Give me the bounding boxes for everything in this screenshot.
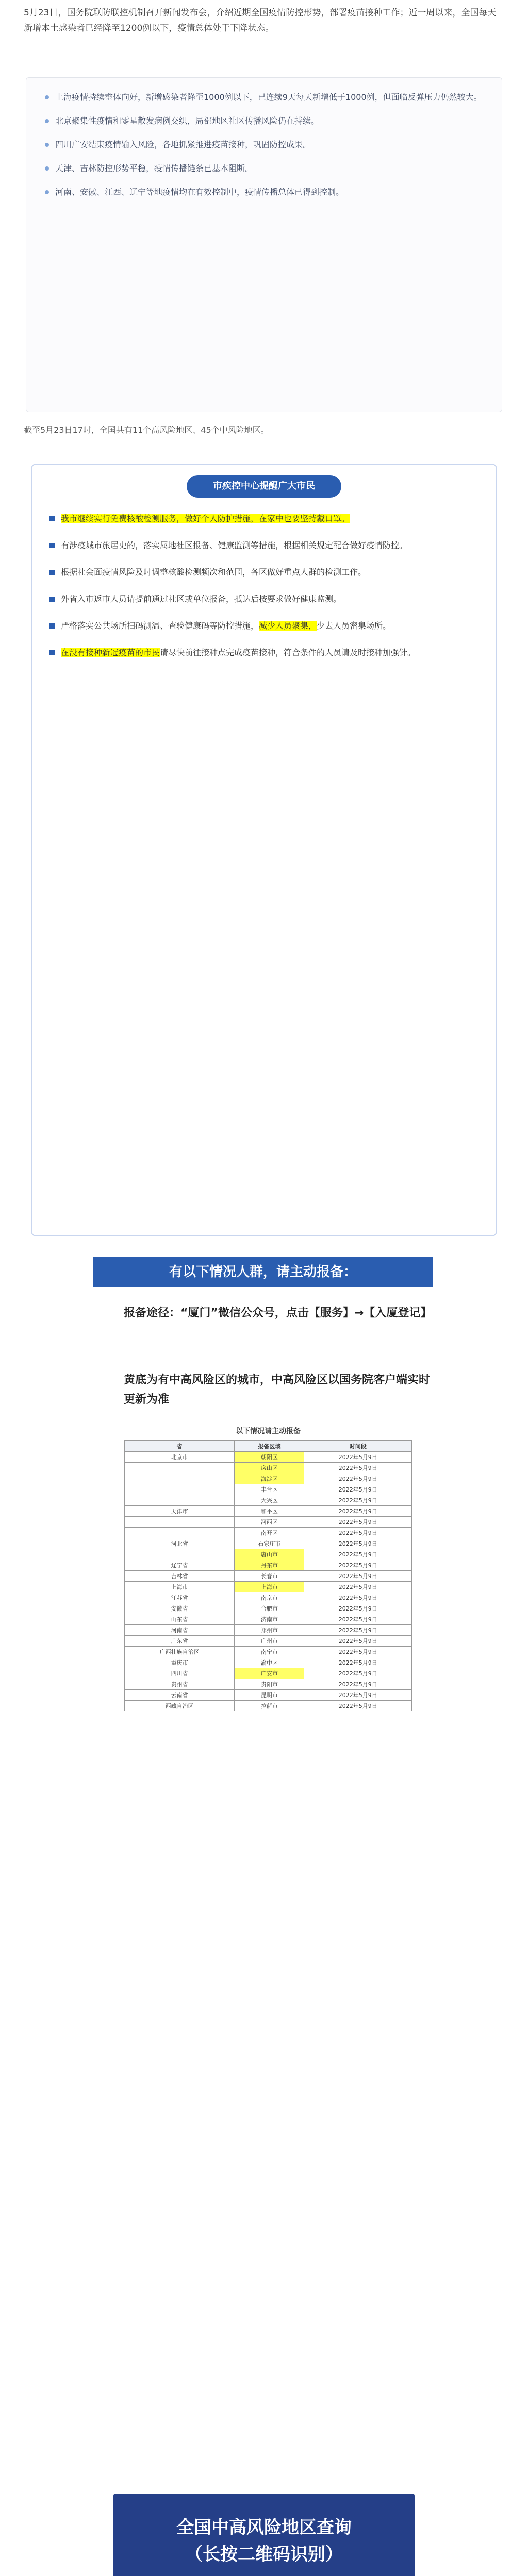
highlighted-text: 在没有接种新冠疫苗的市民 bbox=[61, 648, 160, 657]
square-bullet-icon bbox=[50, 516, 55, 521]
table-cell bbox=[125, 1517, 235, 1528]
square-bullet-icon bbox=[50, 650, 55, 655]
table-cell: 丰台区 bbox=[235, 1484, 304, 1495]
report-banner: 有以下情况人群，请主动报备： bbox=[93, 1257, 433, 1287]
table-row bbox=[125, 1517, 412, 1528]
table-header-cell: 报备区域 bbox=[235, 1441, 304, 1452]
table-header-cell: 时间段 bbox=[304, 1441, 412, 1452]
table-cell: 2022年5月9日 bbox=[304, 1484, 412, 1495]
reminder-card bbox=[31, 464, 497, 1236]
table-row bbox=[125, 1473, 412, 1484]
table-cell: 南开区 bbox=[235, 1528, 304, 1538]
table-row bbox=[125, 1647, 412, 1657]
table-cell: 广安市 bbox=[235, 1668, 304, 1679]
reminder-text: 严格落实公共场所扫码测温、查验健康码等防控措施，减少人员聚集，少去人员密集场所。 bbox=[61, 621, 391, 631]
table-row bbox=[125, 1463, 412, 1473]
table-row bbox=[125, 1625, 412, 1636]
table-cell: 郑州市 bbox=[235, 1625, 304, 1636]
table-cell: 2022年5月9日 bbox=[304, 1668, 412, 1679]
table-cell: 2022年5月9日 bbox=[304, 1538, 412, 1549]
table-cell: 2022年5月9日 bbox=[304, 1636, 412, 1647]
risk-summary bbox=[0, 422, 528, 438]
table-cell bbox=[125, 1495, 235, 1506]
reminder-text: 根据社会面疫情风险及时调整核酸检测频次和范围，各区做好重点人群的检测工作。 bbox=[61, 567, 367, 577]
square-bullet-icon bbox=[50, 597, 55, 602]
table-cell: 2022年5月9日 bbox=[304, 1679, 412, 1690]
table-cell: 贵阳市 bbox=[235, 1679, 304, 1690]
reminder-item bbox=[50, 645, 478, 660]
table-caption: 以下情况请主动报备 bbox=[124, 1422, 412, 1440]
reminder-title: 市疾控中心提醒广大市民 bbox=[187, 475, 341, 498]
table-cell: 2022年5月9日 bbox=[304, 1452, 412, 1463]
reminder-text: 外省入市返市人员请提前通过社区或单位报备，抵达后按要求做好健康监测。 bbox=[61, 594, 342, 604]
table-cell bbox=[125, 1484, 235, 1495]
table-row bbox=[125, 1571, 412, 1582]
table-row bbox=[125, 1484, 412, 1495]
table-cell: 拉萨市 bbox=[235, 1701, 304, 1711]
table-cell: 和平区 bbox=[235, 1506, 304, 1517]
table-cell: 四川省 bbox=[125, 1668, 235, 1679]
bullet-dot-icon bbox=[45, 190, 49, 194]
table-cell: 山东省 bbox=[125, 1614, 235, 1625]
banner-title-line1: 全国中高风险地区查询 bbox=[176, 2517, 352, 2538]
situation-bullet bbox=[45, 90, 483, 105]
table-header-cell: 省 bbox=[125, 1441, 235, 1452]
table-row bbox=[125, 1668, 412, 1679]
table-cell bbox=[125, 1473, 235, 1484]
table-cell: 河北省 bbox=[125, 1538, 235, 1549]
report-table bbox=[124, 1422, 412, 2483]
table-cell: 2022年5月9日 bbox=[304, 1625, 412, 1636]
table-cell: 广东省 bbox=[125, 1636, 235, 1647]
table-row bbox=[125, 1506, 412, 1517]
table-cell: 2022年5月9日 bbox=[304, 1549, 412, 1560]
bullets-list bbox=[45, 90, 483, 199]
table-row bbox=[125, 1560, 412, 1571]
situation-bullet bbox=[45, 114, 483, 128]
reminder-text: 在没有接种新冠疫苗的市民请尽快前往接种点完成疫苗接种，符合条件的人员请及时接种加强针。 bbox=[61, 648, 416, 657]
table-cell: 辽宁省 bbox=[125, 1560, 235, 1571]
table-cell: 南宁市 bbox=[235, 1647, 304, 1657]
table-cell: 2022年5月9日 bbox=[304, 1657, 412, 1668]
table-cell: 石家庄市 bbox=[235, 1538, 304, 1549]
table-row bbox=[125, 1592, 412, 1603]
table-cell: 安徽省 bbox=[125, 1603, 235, 1614]
table-cell: 2022年5月9日 bbox=[304, 1603, 412, 1614]
table-row bbox=[125, 1549, 412, 1560]
table-cell: 2022年5月9日 bbox=[304, 1592, 412, 1603]
table-row bbox=[125, 1528, 412, 1538]
table-cell: 2022年5月9日 bbox=[304, 1647, 412, 1657]
table-cell: 朝阳区 bbox=[235, 1452, 304, 1463]
table-row bbox=[125, 1452, 412, 1463]
reminder-item bbox=[50, 511, 478, 527]
table-cell: 合肥市 bbox=[235, 1603, 304, 1614]
banner-title bbox=[113, 2514, 415, 2568]
qr-banner bbox=[113, 2494, 415, 2576]
situation-card bbox=[26, 77, 502, 412]
table-row bbox=[125, 1690, 412, 1701]
table-row bbox=[125, 1679, 412, 1690]
bullet-dot-icon bbox=[45, 119, 49, 123]
table-cell: 丹东市 bbox=[235, 1560, 304, 1571]
table-cell: 2022年5月9日 bbox=[304, 1506, 412, 1517]
bullet-dot-icon bbox=[45, 143, 49, 147]
table-cell: 西藏自治区 bbox=[125, 1701, 235, 1711]
table-cell: 2022年5月9日 bbox=[304, 1560, 412, 1571]
reminder-item bbox=[50, 565, 478, 580]
table-cell: 渝中区 bbox=[235, 1657, 304, 1668]
table-cell: 重庆市 bbox=[125, 1657, 235, 1668]
highlighted-text: 减少人员聚集， bbox=[259, 621, 317, 631]
table-cell: 海淀区 bbox=[235, 1473, 304, 1484]
table-cell: 2022年5月9日 bbox=[304, 1614, 412, 1625]
table-cell: 2022年5月9日 bbox=[304, 1582, 412, 1592]
table-cell: 2022年5月9日 bbox=[304, 1690, 412, 1701]
reminder-text: 有涉疫城市旅居史的，落实属地社区报备、健康监测等措施，根据相关规定配合做好疫情防控。 bbox=[61, 540, 408, 550]
bullet-dot-icon bbox=[45, 166, 49, 171]
table-cell: 2022年5月9日 bbox=[304, 1495, 412, 1506]
table-cell: 长春市 bbox=[235, 1571, 304, 1582]
table-cell: 吉林省 bbox=[125, 1571, 235, 1582]
table-row bbox=[125, 1582, 412, 1592]
bullet-text: 上海疫情持续整体向好，新增感染者降至1000例以下，已连续9天每天新增低于1000例，但面临反弹压力仍然较大。 bbox=[55, 92, 482, 102]
table-cell: 天津市 bbox=[125, 1506, 235, 1517]
situation-bullet bbox=[45, 161, 483, 176]
table-cell: 2022年5月9日 bbox=[304, 1701, 412, 1711]
table-cell: 大兴区 bbox=[235, 1495, 304, 1506]
report-method: 报备途径：“厦门”微信公众号，点击【服务】→【入厦登记】 bbox=[124, 1307, 432, 1319]
bullet-dot-icon bbox=[45, 95, 49, 99]
table-cell: 济南市 bbox=[235, 1614, 304, 1625]
report-note: 黄底为有中高风险区的城市，中高风险区以国务院客户端实时更新为准 bbox=[124, 1374, 431, 1406]
table-cell: 江苏省 bbox=[125, 1592, 235, 1603]
square-bullet-icon bbox=[50, 570, 55, 575]
table-cell: 2022年5月9日 bbox=[304, 1517, 412, 1528]
table-cell: 贵州省 bbox=[125, 1679, 235, 1690]
table-cell: 唐山市 bbox=[235, 1549, 304, 1560]
reminder-item bbox=[50, 618, 478, 634]
bullet-text: 四川广安结束疫情输入风险，各地抓紧推进疫苗接种，巩固防控成果。 bbox=[55, 140, 311, 149]
table-cell: 广西壮族自治区 bbox=[125, 1647, 235, 1657]
square-bullet-icon bbox=[50, 623, 55, 629]
table-cell: 上海市 bbox=[235, 1582, 304, 1592]
intro-text: 5月23日，国务院联防联控机制召开新闻发布会，介绍近期全国疫情防控形势，部署疫苗接种工作；近一周以来，全国每天新增本土感染者已经降至1200例以下，疫情总体处于下降状态。 bbox=[24, 8, 497, 33]
square-bullet-icon bbox=[50, 543, 55, 548]
table-row bbox=[125, 1538, 412, 1549]
table-row bbox=[125, 1636, 412, 1647]
table-cell: 广州市 bbox=[235, 1636, 304, 1647]
table-cell: 房山区 bbox=[235, 1463, 304, 1473]
table-row bbox=[125, 1603, 412, 1614]
table-cell: 河西区 bbox=[235, 1517, 304, 1528]
highlighted-text: 我市继续实行免费核酸检测服务，做好个人防护措施，在家中也要坚持戴口罩。 bbox=[61, 514, 350, 523]
table-row bbox=[125, 1701, 412, 1711]
table-cell: 2022年5月9日 bbox=[304, 1571, 412, 1582]
table-cell: 云南省 bbox=[125, 1690, 235, 1701]
risk-summary-text: 截至5月23日17时，全国共有11个高风险地区、45个中风险地区。 bbox=[24, 425, 269, 435]
table-row bbox=[125, 1657, 412, 1668]
table-cell: 2022年5月9日 bbox=[304, 1463, 412, 1473]
situation-bullet bbox=[45, 138, 483, 152]
table-row bbox=[125, 1614, 412, 1625]
table-cell bbox=[125, 1463, 235, 1473]
table-cell: 北京市 bbox=[125, 1452, 235, 1463]
table-row bbox=[125, 1495, 412, 1506]
table-cell: 南京市 bbox=[235, 1592, 304, 1603]
table-cell: 河南省 bbox=[125, 1625, 235, 1636]
table-cell bbox=[125, 1528, 235, 1538]
situation-bullet bbox=[45, 185, 483, 199]
risk-table bbox=[124, 1440, 412, 1711]
intro-paragraph bbox=[0, 5, 528, 36]
bullet-text: 北京聚集性疫情和零星散发病例交织，局部地区社区传播风险仍在持续。 bbox=[55, 116, 320, 126]
table-cell: 2022年5月9日 bbox=[304, 1473, 412, 1484]
banner-title-line2: （长按二维码识别） bbox=[185, 2544, 343, 2565]
bullet-text: 天津、吉林防控形势平稳，疫情传播链条已基本阻断。 bbox=[55, 163, 254, 173]
table-cell: 2022年5月9日 bbox=[304, 1528, 412, 1538]
table-cell bbox=[125, 1549, 235, 1560]
reminder-item bbox=[50, 538, 478, 553]
table-cell: 上海市 bbox=[125, 1582, 235, 1592]
reminder-list bbox=[50, 511, 478, 660]
reminder-text bbox=[61, 511, 350, 527]
table-cell: 昆明市 bbox=[235, 1690, 304, 1701]
reminder-item bbox=[50, 591, 478, 607]
bullet-text: 河南、安徽、江西、辽宁等地疫情均在有效控制中，疫情传播总体已得到控制。 bbox=[55, 187, 344, 197]
